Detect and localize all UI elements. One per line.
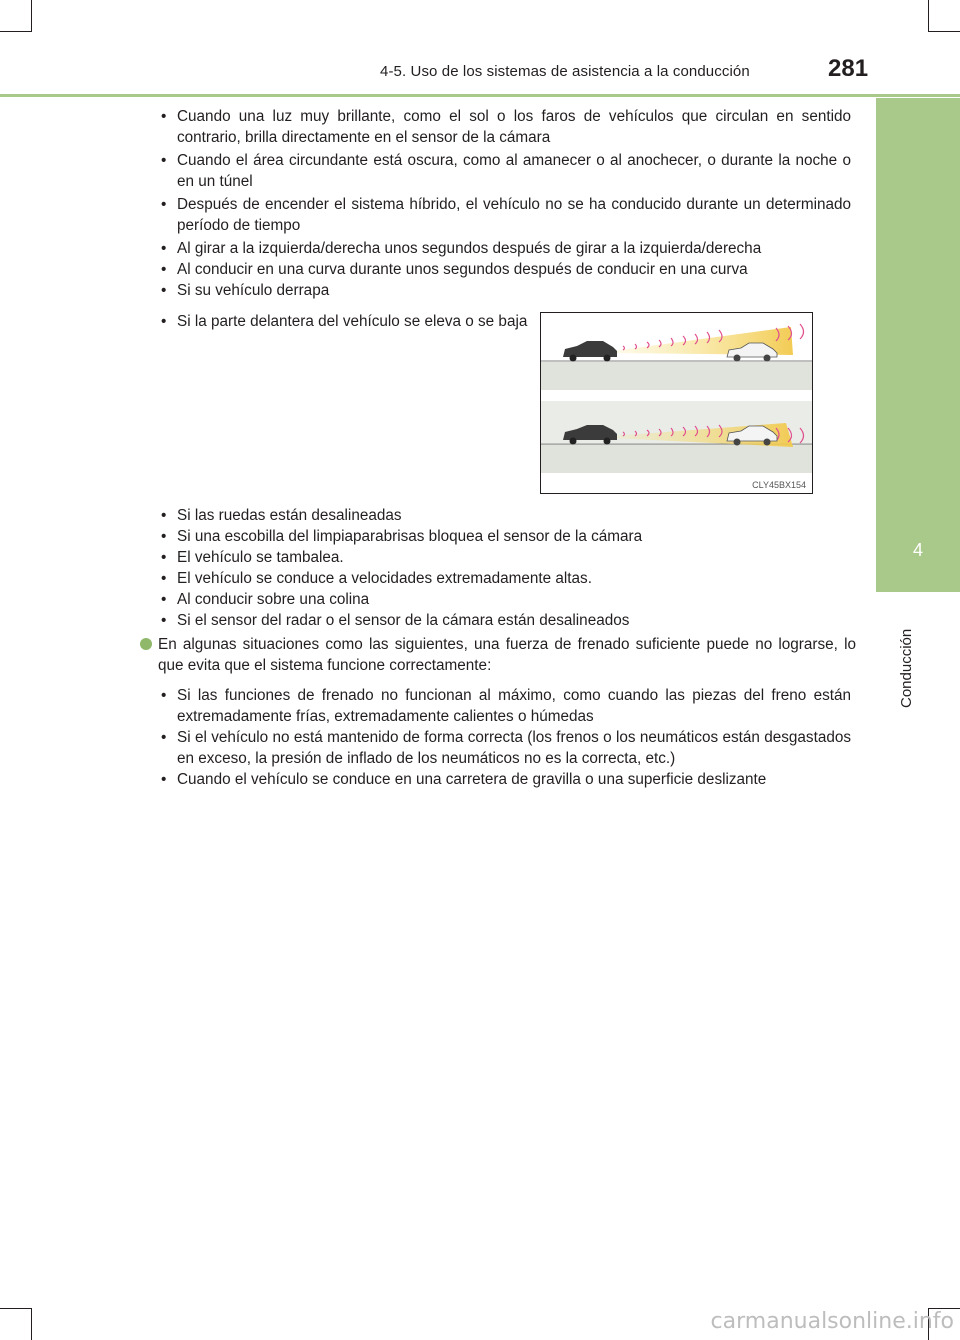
list-item [157,505,851,526]
list-item-text: Si el vehículo no está mantenido de forma correcta (los frenos o los neumáticos están desgastados en exceso, la presión de inflado de los neumáticos no es la correcta, etc.) [177,729,851,767]
green-dot-icon [140,638,152,650]
list-item-text: Al girar a la izquierda/derecha unos segundos después de girar a la izquierda/derecha [177,240,762,257]
list-item [157,769,851,790]
illustration-graphic [541,313,812,493]
bullet: • [161,507,167,524]
bullet: • [161,729,167,746]
list-item-text: Cuando una luz muy brillante, como el sol o los faros de vehículos que circulan en sentido contrario, brilla directamente en el sensor de la cámara [177,108,851,146]
crop-mark [31,0,32,32]
crop-mark [31,1308,32,1340]
list-item [157,194,851,236]
list-item-text: Si la parte delantera del vehículo se eleva o se baja [177,313,528,330]
figure-code: CLY45BX154 [752,480,806,490]
list-item-text: El vehículo se conduce a velocidades extremadamente altas. [177,570,592,587]
chapter-label: Conducción [898,628,915,708]
bullet: • [161,196,167,213]
bullet: • [161,108,167,125]
list-item-text: Si el sensor del radar o el sensor de la cámara están desalineados [177,612,630,629]
list-item-text: Si las funciones de frenado no funcionan al máximo, como cuando las piezas del freno están extremadamente frías, extremadamente calientes o húmedas [177,687,851,725]
bullet: • [161,687,167,704]
list-item [157,280,851,301]
list-item-text: Cuando el área circundante está oscura, como al amanecer o al anochecer, o durante la noche o en un túnel [177,152,851,190]
list-item-text: Si una escobilla del limpiaparabrisas bloquea el sensor de la cámara [177,528,643,545]
chapter-tab[interactable] [876,98,960,592]
list-item [157,727,851,769]
bullet: • [161,549,167,566]
list-item [157,311,539,332]
bullet: • [161,240,167,257]
note-paragraph [140,634,856,676]
crop-mark [0,31,32,32]
bullet: • [161,313,167,330]
crop-mark [928,31,960,32]
list-item-text: Después de encender el sistema híbrido, el vehículo no se ha conducido durante un determinado período de tiempo [177,196,851,234]
section-title: 4-5. Uso de los sistemas de asistencia a la conducción [380,63,750,80]
bullet: • [161,152,167,169]
note-text: En algunas situaciones como las siguientes, una fuerza de frenado suficiente puede no lograrse, lo que evita que el sistema funcione correctamente: [158,636,856,674]
bullet: • [161,771,167,788]
list-item [157,259,851,280]
vehicle-pitch-illustration [540,312,813,494]
list-item-text: Cuando el vehículo se conduce en una carretera de gravilla o una superficie deslizante [177,771,767,788]
chapter-number: 4 [912,540,923,560]
watermark: carmanualsonline.info [710,1309,954,1334]
list-item-text: Al conducir en una curva durante unos segundos después de conducir en una curva [177,261,748,278]
bullet: • [161,612,167,629]
list-item [157,568,851,589]
bullet: • [161,591,167,608]
list-item-text: Si las ruedas están desalineadas [177,507,402,524]
list-item [157,106,851,148]
list-item-text: Al conducir sobre una colina [177,591,370,608]
list-item [157,610,851,631]
list-item [157,526,851,547]
crop-mark [928,0,929,32]
list-item [157,589,851,610]
header-rule [0,94,960,97]
list-item-text: El vehículo se tambalea. [177,549,344,566]
list-item [157,238,851,259]
list-item [157,685,851,727]
list-item [157,150,851,192]
bullet: • [161,282,167,299]
bullet: • [161,261,167,278]
bullet: • [161,528,167,545]
list-item [157,547,851,568]
list-item-text: Si su vehículo derrapa [177,282,330,299]
bullet: • [161,570,167,587]
crop-mark [0,1308,32,1309]
page-number: 281 [828,55,869,82]
